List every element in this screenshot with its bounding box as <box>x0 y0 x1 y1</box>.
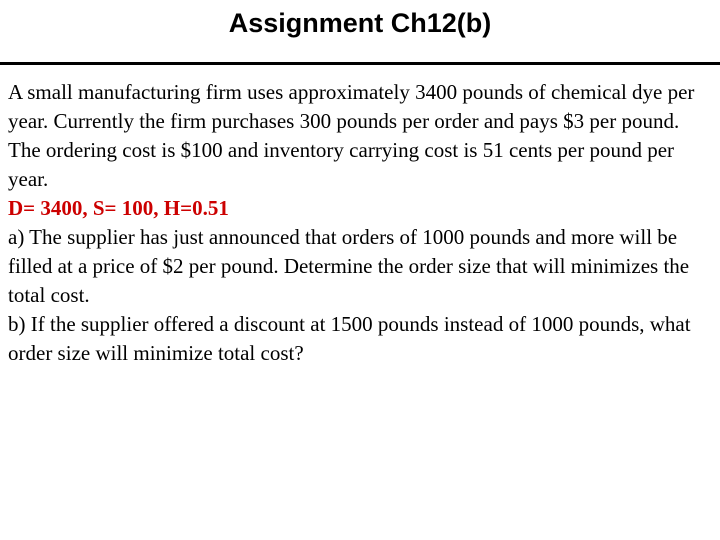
slide-title: Assignment Ch12(b) <box>228 8 492 38</box>
title-divider <box>0 62 720 65</box>
question-b: b) If the supplier offered a discount at 1500 pounds instead of 1000 pounds, what order size will minimize total cost? <box>8 312 691 365</box>
question-a: a) The supplier has just announced that orders of 1000 pounds and more will be filled at a price of $2 per pound. Determine the order size that will minimizes the total cost. <box>8 225 690 307</box>
given-values: D= 3400, S= 100, H=0.51 <box>8 196 229 220</box>
slide-body <box>8 78 714 368</box>
problem-intro: A small manufacturing firm uses approximately 3400 pounds of chemical dye per year. Currently the firm purchases 300 pounds per order and pays $3 per pound. <box>8 80 695 133</box>
problem-costs: The ordering cost is $100 and inventory carrying cost is 51 cents per pound per year. <box>8 138 675 191</box>
